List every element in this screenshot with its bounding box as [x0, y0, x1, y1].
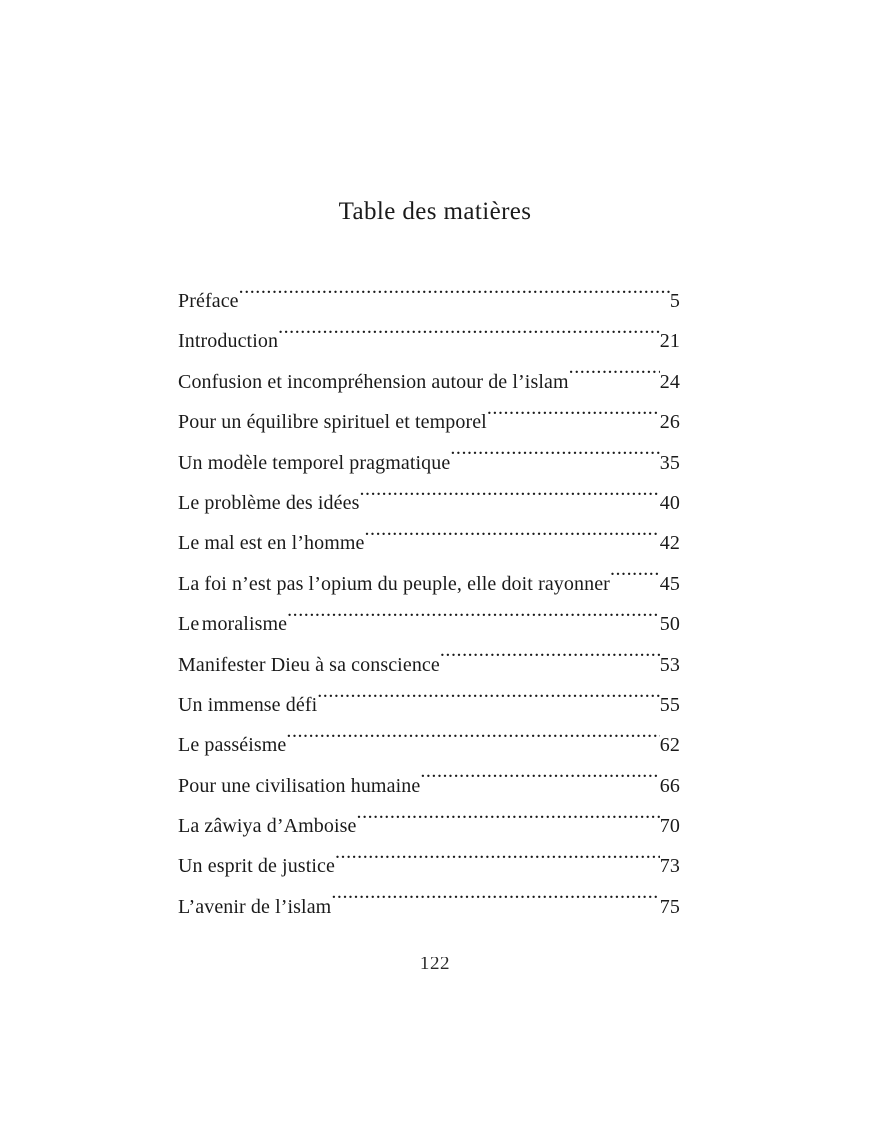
toc-entry-page-number: 70: [659, 815, 680, 838]
toc-entry-label: Un immense défi: [178, 693, 318, 716]
toc-entry[interactable]: [178, 564, 680, 604]
toc-entry-label: Préface: [178, 290, 239, 312]
toc-dot-leader: [420, 772, 659, 792]
toc-entry[interactable]: [178, 846, 680, 886]
toc-entry[interactable]: [178, 443, 680, 483]
toc-dot-leader: [357, 812, 660, 832]
toc-dot-leader: [359, 489, 659, 509]
toc-entry-label: La zâwiya d’Amboise: [178, 815, 357, 838]
toc-dot-leader: [335, 852, 660, 872]
page-title: Table des matières: [338, 197, 532, 225]
toc-entry-label: Pour un équilibre spirituel et temporel: [178, 411, 487, 434]
toc-entry-label: Un modèle temporel pragmatique: [178, 451, 451, 474]
toc-entry-label: L’avenir de l’islam: [178, 895, 332, 918]
toc-entry[interactable]: [178, 483, 680, 523]
toc-dot-leader: [610, 570, 660, 590]
toc-entry[interactable]: [178, 887, 680, 927]
toc-entry-page-number: 53: [659, 653, 680, 676]
toc-entry-label: Le passéisme: [178, 734, 287, 757]
toc-entry[interactable]: [178, 604, 680, 644]
toc-entry-page-number: 5: [669, 290, 680, 312]
toc-entry[interactable]: [178, 725, 680, 765]
toc-entry[interactable]: [178, 685, 680, 725]
toc-entry-page-number: 26: [659, 411, 680, 434]
toc-entry[interactable]: [178, 766, 680, 806]
toc-entry-label: Introduction: [178, 330, 279, 353]
toc-entry[interactable]: [178, 645, 680, 685]
toc-entry-label: Confusion et incompréhension autour de l’islam: [178, 370, 569, 393]
toc-dot-leader: [287, 610, 660, 630]
toc-entry-page-number: 66: [659, 774, 680, 797]
toc-entry-label: Le problème des idées: [178, 491, 360, 514]
toc-entry-page-number: 45: [659, 572, 680, 595]
toc-entry[interactable]: [178, 806, 680, 846]
toc-entry-page-number: 24: [659, 370, 680, 393]
toc-dot-leader: [239, 287, 670, 307]
table-of-contents-list: [178, 281, 680, 927]
toc-entry-label: La foi n’est pas l’opium du peuple, elle doit rayonner: [178, 572, 610, 595]
toc-entry-page-number: 62: [659, 734, 680, 757]
toc-dot-leader: [317, 691, 660, 711]
toc-entry[interactable]: [178, 523, 680, 563]
toc-dot-leader: [440, 651, 660, 671]
toc-dot-leader: [569, 368, 660, 388]
toc-entry-label: Pour une civilisation humaine: [178, 774, 421, 797]
toc-entry-label: Un esprit de justice: [178, 855, 335, 878]
toc-entry[interactable]: [178, 402, 680, 442]
toc-entry-page-number: 73: [659, 855, 680, 878]
toc-entry-page-number: 35: [659, 451, 680, 474]
toc-entry[interactable]: [178, 281, 680, 321]
toc-dot-leader: [487, 408, 660, 428]
toc-dot-leader: [278, 327, 660, 347]
toc-entry-page-number: 40: [659, 491, 680, 514]
toc-dot-leader: [365, 529, 660, 549]
toc-entry[interactable]: [178, 321, 680, 361]
toc-entry-label: Manifester Dieu à sa conscience: [178, 653, 440, 676]
toc-entry-page-number: 21: [659, 330, 680, 353]
toc-entry[interactable]: [178, 362, 680, 402]
toc-entry-page-number: 50: [659, 613, 680, 636]
toc-dot-leader: [286, 731, 659, 751]
toc-entry-page-number: 55: [659, 693, 680, 716]
toc-dot-leader: [450, 449, 659, 469]
page-folio-number: 122: [419, 957, 451, 972]
toc-entry-page-number: 42: [659, 532, 680, 555]
toc-entry-label: Le moralisme: [178, 613, 288, 636]
folio-clip: [0, 957, 870, 972]
toc-dot-leader: [331, 893, 659, 913]
toc-entry-page-number: 75: [659, 895, 680, 918]
toc-entry-label: Le mal est en l’homme: [178, 532, 365, 555]
